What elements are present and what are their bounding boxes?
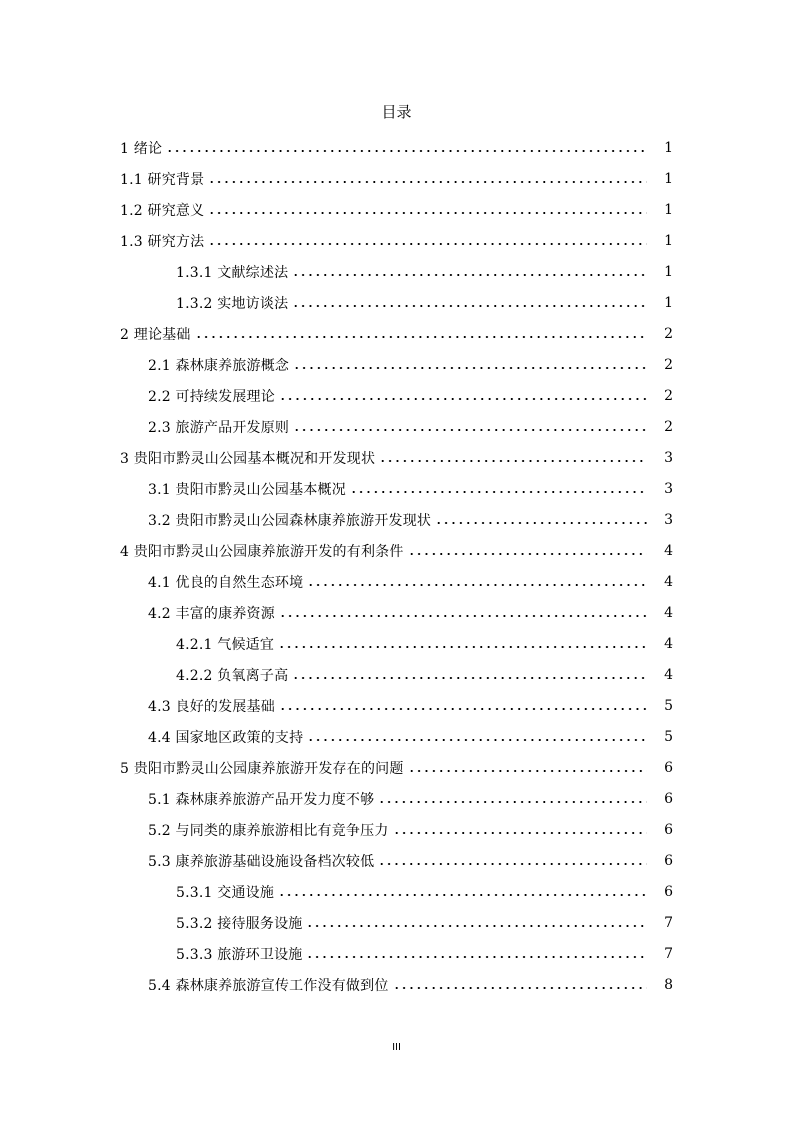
toc-dot-leader xyxy=(393,987,647,989)
toc-dot-leader xyxy=(307,739,647,741)
toc-dot-leader xyxy=(408,770,647,772)
toc-entry[interactable] xyxy=(148,380,793,411)
toc-entry[interactable] xyxy=(120,194,793,225)
toc-entry-page-number: 2 xyxy=(664,387,673,404)
toc-dot-leader xyxy=(293,367,647,369)
toc-entry-page-number: 5 xyxy=(664,728,673,745)
toc-entry[interactable] xyxy=(120,163,793,194)
toc-entry-label: 5.4 森林康养旅游宣传工作没有做到位 xyxy=(148,977,389,994)
toc-entry-label: 2 理论基础 xyxy=(120,326,191,343)
toc-entry-label: 4.3 良好的发展基础 xyxy=(148,698,275,715)
toc-entry-page-number: 3 xyxy=(664,449,673,466)
toc-entry[interactable] xyxy=(176,256,793,287)
toc-entry-label: 4.2 丰富的康养资源 xyxy=(148,605,275,622)
toc-entry-label: 4.2.1 气候适宜 xyxy=(176,636,275,653)
toc-entry-label: 5.3.1 交通设施 xyxy=(176,884,275,901)
toc-entry[interactable] xyxy=(120,752,793,783)
toc-entry-page-number: 2 xyxy=(664,418,673,435)
toc-dot-leader xyxy=(278,646,647,648)
toc-entry-label: 5.3.3 旅游环卫设施 xyxy=(176,946,303,963)
toc-entry[interactable] xyxy=(148,845,793,876)
toc-entry-label: 4.4 国家地区政策的支持 xyxy=(148,729,304,746)
toc-dot-leader xyxy=(393,832,647,834)
toc-dot-leader xyxy=(293,429,647,431)
toc-dot-leader xyxy=(306,956,647,958)
toc-dot-leader xyxy=(208,212,647,214)
toc-dot-leader xyxy=(306,925,647,927)
toc-entry-label: 2.1 森林康养旅游概念 xyxy=(148,357,290,374)
toc-entry-label: 1.2 研究意义 xyxy=(120,202,205,219)
toc-entry[interactable] xyxy=(148,783,793,814)
toc-dot-leader xyxy=(408,553,647,555)
toc-entry-page-number: 4 xyxy=(664,542,673,559)
toc-dot-leader xyxy=(378,801,647,803)
toc-entry-label: 3.2 贵阳市黔灵山公园森林康养旅游开发现状 xyxy=(148,512,432,529)
toc-entry-page-number: 1 xyxy=(664,294,673,311)
toc-entry-label: 3 贵阳市黔灵山公园基本概况和开发现状 xyxy=(120,450,376,467)
toc-entry-page-number: 5 xyxy=(664,697,673,714)
toc-entry-page-number: 1 xyxy=(664,201,673,218)
toc-entry-page-number: 2 xyxy=(664,325,673,342)
toc-entry[interactable] xyxy=(148,690,793,721)
toc-entry-label: 2.2 可持续发展理论 xyxy=(148,388,275,405)
toc-entry[interactable] xyxy=(148,566,793,597)
toc-dot-leader xyxy=(379,460,647,462)
toc-entry-page-number: 1 xyxy=(664,263,673,280)
toc-entry[interactable] xyxy=(148,721,793,752)
toc-entry[interactable] xyxy=(148,597,793,628)
toc-entry-page-number: 6 xyxy=(664,790,673,807)
toc-entry-label: 1.3 研究方法 xyxy=(120,233,205,250)
toc-entry[interactable] xyxy=(120,442,793,473)
toc-dot-leader xyxy=(292,677,647,679)
toc-entry-page-number: 1 xyxy=(664,139,673,156)
toc-entry-label: 4.1 优良的自然生态环境 xyxy=(148,574,304,591)
toc-entry-page-number: 1 xyxy=(664,170,673,187)
toc-entry-label: 1.1 研究背景 xyxy=(120,171,205,188)
toc-entry-page-number: 6 xyxy=(664,883,673,900)
toc-dot-leader xyxy=(195,336,647,338)
toc-entry[interactable] xyxy=(148,473,793,504)
toc-entry-page-number: 4 xyxy=(664,635,673,652)
toc-entry-page-number: 2 xyxy=(664,356,673,373)
toc-entry-label: 1 绪论 xyxy=(120,140,163,157)
toc-entry-label: 5.3 康养旅游基础设施设备档次较低 xyxy=(148,853,375,870)
toc-entry[interactable] xyxy=(176,907,793,938)
toc-entry-page-number: 7 xyxy=(664,945,673,962)
toc-entry[interactable] xyxy=(176,938,793,969)
toc-entry-label: 1.3.2 实地访谈法 xyxy=(176,295,289,312)
toc-entry[interactable] xyxy=(120,318,793,349)
toc-entry-page-number: 8 xyxy=(664,976,673,993)
toc-entry[interactable] xyxy=(148,504,793,535)
toc-dot-leader xyxy=(378,863,647,865)
toc-entry-label: 5.1 森林康养旅游产品开发力度不够 xyxy=(148,791,375,808)
toc-entry-label: 4.2.2 负氧离子高 xyxy=(176,667,289,684)
toc-entry-page-number: 6 xyxy=(664,821,673,838)
toc-dot-leader xyxy=(292,305,647,307)
toc-dot-leader xyxy=(278,894,647,896)
toc-entry[interactable] xyxy=(148,349,793,380)
table-of-contents xyxy=(0,132,793,1000)
page-number-footer: III xyxy=(392,1042,401,1053)
toc-entry-page-number: 1 xyxy=(664,232,673,249)
toc-entry-label: 4 贵阳市黔灵山公园康养旅游开发的有利条件 xyxy=(120,543,404,560)
toc-entry-label: 5 贵阳市黔灵山公园康养旅游开发存在的问题 xyxy=(120,760,404,777)
toc-entry-page-number: 6 xyxy=(664,852,673,869)
toc-dot-leader xyxy=(292,274,647,276)
toc-entry[interactable] xyxy=(148,411,793,442)
toc-entry-label: 1.3.1 文献综述法 xyxy=(176,264,289,281)
toc-entry-page-number: 3 xyxy=(664,480,673,497)
toc-entry[interactable] xyxy=(176,876,793,907)
toc-entry-label: 3.1 贵阳市黔灵山公园基本概况 xyxy=(148,481,346,498)
toc-dot-leader xyxy=(279,615,647,617)
toc-dot-leader xyxy=(279,708,647,710)
toc-dot-leader xyxy=(435,522,647,524)
page-title: 目录 xyxy=(381,103,412,121)
toc-entry[interactable] xyxy=(176,659,793,690)
toc-entry[interactable] xyxy=(120,132,793,163)
toc-entry-page-number: 4 xyxy=(664,604,673,621)
toc-entry-page-number: 3 xyxy=(664,511,673,528)
toc-dot-leader xyxy=(208,181,647,183)
toc-entry[interactable] xyxy=(120,225,793,256)
toc-entry[interactable] xyxy=(176,628,793,659)
toc-dot-leader xyxy=(208,243,647,245)
toc-entry[interactable] xyxy=(148,814,793,845)
toc-entry-label: 5.2 与同类的康养旅游相比有竞争压力 xyxy=(148,822,389,839)
toc-entry-page-number: 7 xyxy=(664,914,673,931)
toc-entry[interactable] xyxy=(148,969,793,1000)
toc-entry-page-number: 4 xyxy=(664,666,673,683)
toc-entry-page-number: 6 xyxy=(664,759,673,776)
toc-dot-leader xyxy=(166,150,647,152)
toc-entry[interactable] xyxy=(176,287,793,318)
toc-dot-leader xyxy=(307,584,647,586)
toc-dot-leader xyxy=(350,491,647,493)
toc-entry-label: 5.3.2 接待服务设施 xyxy=(176,915,303,932)
toc-entry-page-number: 4 xyxy=(664,573,673,590)
toc-entry-label: 2.3 旅游产品开发原则 xyxy=(148,419,290,436)
toc-dot-leader xyxy=(279,398,647,400)
toc-entry[interactable] xyxy=(120,535,793,566)
